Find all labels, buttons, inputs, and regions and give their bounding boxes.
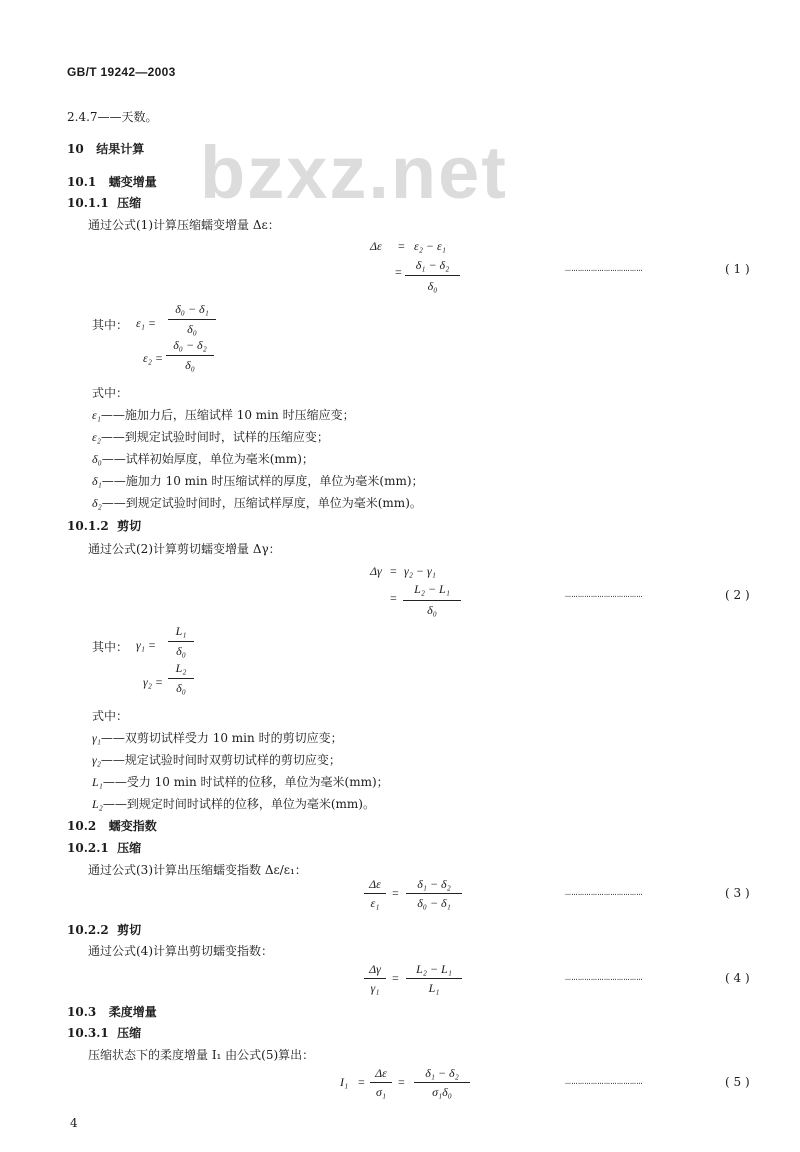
paragraph-10-2-2: 通过公式(4)计算出剪切蠕变指数： [88, 944, 273, 958]
eq5-right-numerator: δ₁ − δ₂ [425, 1066, 459, 1080]
eq5-middle-numerator: Δε [375, 1066, 387, 1080]
dash: —— [102, 775, 127, 789]
eq3-number: ( 3 ) [725, 886, 750, 900]
eq1-lhs: Δε [370, 239, 382, 253]
intro-line: 2.4.7——天数。 [67, 110, 158, 124]
section-10-3-heading [67, 1003, 157, 1020]
symbol: ε₂ [92, 430, 101, 444]
eq4-equals: = [392, 971, 399, 985]
eq2-leader: ……………………………… [565, 590, 644, 601]
eq2-equals: = [390, 564, 397, 578]
eq2-lhs: Δγ [370, 564, 382, 578]
eq5-lhs: I₁ [340, 1075, 349, 1089]
eq4-left-fraction-bar [364, 978, 386, 979]
section-10-1-heading [67, 173, 157, 190]
gamma2-numerator: L₂ [175, 661, 187, 675]
defs1-item [92, 472, 424, 489]
defs2-item [92, 795, 375, 812]
eq1-denominator: δ₀ [427, 279, 438, 293]
section-number: 10.1.2 [67, 519, 109, 533]
dash: —— [101, 452, 126, 466]
section-10-2-2-heading [67, 921, 141, 938]
eq3-equals: = [392, 886, 399, 900]
symbol: L₂ [92, 797, 103, 811]
section-title: 蠕变增量 [108, 175, 157, 189]
eps1-numerator: δ₀ − δ₁ [175, 302, 209, 316]
dash: —— [100, 408, 125, 422]
gamma1-numerator: L₁ [175, 624, 187, 638]
eq1-rhs: ε₂ − ε₁ [414, 239, 446, 253]
section-title: 蠕变指数 [108, 819, 157, 833]
defs1-item [92, 494, 422, 511]
eps2-numerator: δ₀ − δ₂ [173, 338, 207, 352]
section-title: 压缩 [117, 1026, 142, 1040]
definition: 双剪切试样受力 10 min 时的剪切应变； [124, 731, 343, 745]
eq1-numerator: δ₁ − δ₂ [415, 258, 450, 272]
eq4-right-denominator: L₁ [428, 981, 440, 995]
eq5-number: ( 5 ) [725, 1075, 750, 1089]
defs1-item [92, 406, 355, 423]
defs1-title: 式中： [92, 386, 129, 400]
eq5-leader: ……………………………… [565, 1077, 644, 1088]
eq2-denominator: δ₀ [427, 603, 437, 617]
defs1-item [92, 450, 314, 467]
definition: 施加力 10 min 时压缩试样的厚度，单位为毫米(mm)； [125, 474, 424, 488]
symbol: γ₁ [92, 731, 101, 745]
dash: —— [101, 496, 126, 510]
eq3-left-fraction-bar [364, 893, 386, 894]
eps2-denominator: δ₀ [185, 358, 195, 372]
gamma2-fraction-bar [168, 678, 194, 679]
eq1-equals: = [398, 239, 405, 253]
eq4-leader: ……………………………… [565, 973, 644, 984]
eq5-equals-2: = [398, 1075, 405, 1089]
eq4-left-numerator: Δγ [369, 962, 381, 976]
paragraph-10-2-1: 通过公式(3)计算出压缩蠕变指数 Δε/ε₁： [88, 863, 307, 877]
section-number: 10.2 [67, 819, 97, 833]
definition: 到规定时间时试样的位移，单位为毫米(mm)。 [126, 797, 375, 811]
definition: 受力 10 min 时试样的位移，单位为毫米(mm)； [126, 775, 389, 789]
symbol: γ₂ [92, 753, 101, 767]
eq2-equals-2: = [390, 591, 397, 605]
paragraph-10-1-1: 通过公式(1)计算压缩蠕变增量 Δε： [88, 218, 280, 232]
defs2-item [92, 773, 389, 790]
eq3-leader: ……………………………… [565, 888, 644, 899]
page-number: 4 [70, 1116, 78, 1130]
section-title: 压缩 [117, 841, 142, 855]
dash: —— [100, 753, 125, 767]
section-10-2-1-heading [67, 839, 141, 856]
section-number: 10.1.1 [67, 196, 109, 210]
section-title: 剪切 [117, 923, 142, 937]
symbol: δ₂ [92, 496, 102, 510]
section-number: 10 [67, 142, 84, 156]
dash: —— [102, 797, 127, 811]
section-title: 柔度增量 [108, 1005, 157, 1019]
eq3-right-denominator: δ₀ − δ₁ [417, 896, 451, 910]
where-label-2: 其中： [92, 640, 129, 654]
defs1-item [92, 428, 329, 445]
eq1-leader: ……………………………… [565, 264, 644, 275]
eq4-right-fraction-bar [406, 978, 462, 979]
dash: —— [101, 474, 126, 488]
gamma1-lhs: γ₁ = [136, 638, 156, 652]
symbol: L₁ [92, 775, 103, 789]
defs2-item [92, 729, 343, 746]
definition: 试样初始厚度，单位为毫米(mm)； [125, 452, 314, 466]
eps2-fraction-bar [166, 355, 214, 356]
eq4-right-numerator: L₂ − L₁ [416, 962, 452, 976]
defs2-title: 式中： [92, 709, 129, 723]
section-number: 10.2.2 [67, 923, 109, 937]
gamma2-denominator: δ₀ [176, 681, 186, 695]
defs2-item [92, 751, 341, 768]
section-title: 剪切 [117, 519, 142, 533]
standard-number: GB/T 19242—2003 [67, 65, 176, 79]
section-number: 10.3 [67, 1005, 97, 1019]
section-number: 10.2.1 [67, 841, 109, 855]
definition: 到规定试验时间时，压缩试样厚度，单位为毫米(mm)。 [125, 496, 422, 510]
eq1-fraction-bar [405, 275, 460, 276]
eq3-right-fraction-bar [406, 893, 462, 894]
eq3-left-denominator: ε₁ [370, 896, 380, 910]
gamma1-denominator: δ₀ [176, 644, 186, 658]
section-title: 压缩 [117, 196, 142, 210]
eps1-fraction-bar [168, 319, 216, 320]
eq5-middle-denominator: σ₁ [375, 1085, 387, 1099]
paragraph-10-3-1: 压缩状态下的柔度增量 I₁ 由公式(5)算出： [88, 1048, 315, 1062]
symbol: δ₀ [92, 452, 102, 466]
paragraph-10-1-2: 通过公式(2)计算剪切蠕变增量 Δγ： [88, 542, 281, 556]
dash: —— [100, 430, 125, 444]
definition: 规定试验时间时双剪切试样的剪切应变； [124, 753, 341, 767]
definition: 到规定试验时间时，试样的压缩应变； [124, 430, 329, 444]
eq2-numerator: L₂ − L₁ [414, 582, 450, 596]
eps1-lhs: ε₁ = [136, 316, 156, 330]
eq2-rhs: γ₂ − γ₁ [404, 564, 436, 578]
eps2-lhs: ε₂ = [143, 351, 163, 365]
eq5-equals: = [358, 1075, 365, 1089]
eq4-number: ( 4 ) [725, 971, 750, 985]
dash: —— [100, 731, 125, 745]
watermark: bzxz.net [200, 131, 508, 214]
eq1-equals-2: = [395, 265, 402, 279]
section-title: 结果计算 [96, 142, 145, 156]
where-label-1: 其中： [92, 318, 129, 332]
section-number: 10.1 [67, 175, 97, 189]
eq5-right-fraction-bar [414, 1082, 470, 1083]
eq5-right-denominator: σ₁δ₀ [432, 1085, 452, 1099]
definition: 施加力后，压缩试样 10 min 时压缩应变； [124, 408, 355, 422]
eq3-right-numerator: δ₁ − δ₂ [417, 877, 451, 891]
symbol: ε₁ [92, 408, 101, 422]
eq2-fraction-bar [403, 600, 461, 601]
section-10-heading [67, 140, 144, 157]
gamma1-fraction-bar [168, 641, 194, 642]
gamma2-lhs: γ₂ = [143, 675, 163, 689]
eq2-number: ( 2 ) [725, 588, 750, 602]
section-10-1-1-heading [67, 194, 141, 211]
section-number: 10.3.1 [67, 1026, 109, 1040]
symbol: δ₁ [92, 474, 102, 488]
eq5-middle-fraction-bar [370, 1082, 392, 1083]
eq3-left-numerator: Δε [369, 877, 381, 891]
section-10-2-heading [67, 817, 157, 834]
eq1-number: ( 1 ) [725, 262, 750, 276]
section-10-3-1-heading [67, 1024, 141, 1041]
eq4-left-denominator: γ₁ [370, 981, 380, 995]
section-10-1-2-heading [67, 517, 141, 534]
eps1-denominator: δ₀ [187, 322, 197, 336]
